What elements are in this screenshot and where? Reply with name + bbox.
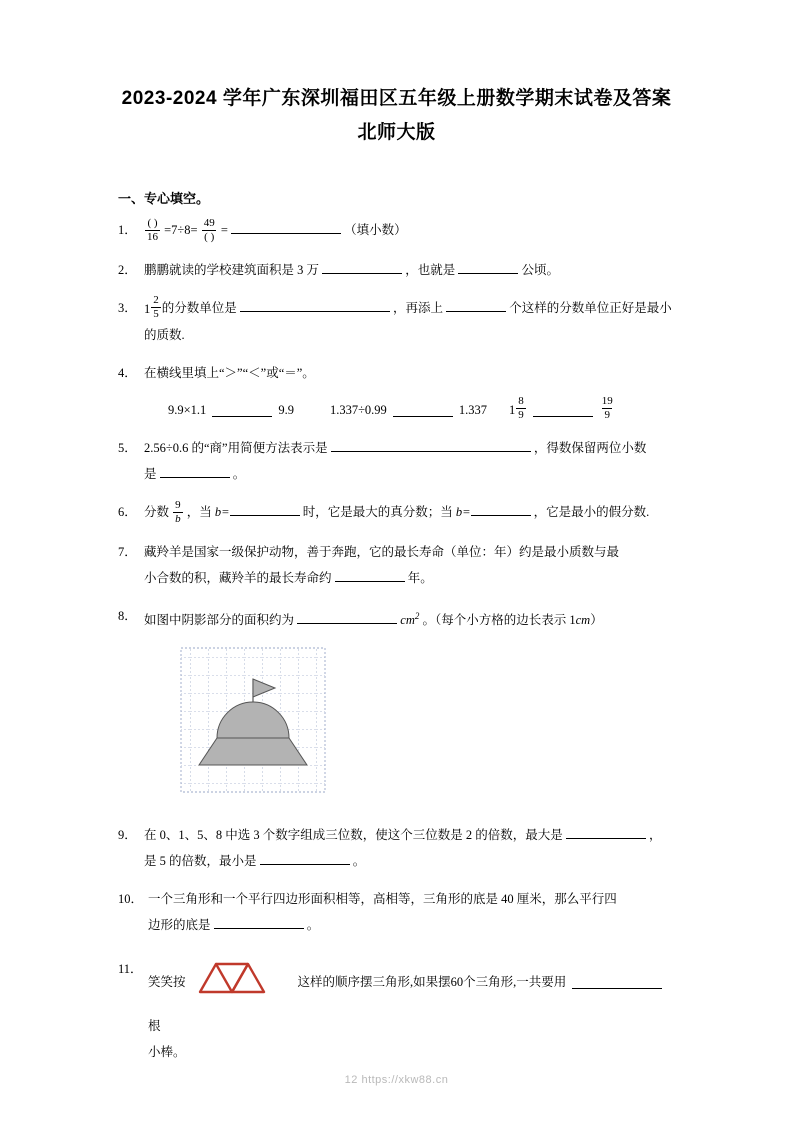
answer-blank[interactable] bbox=[331, 437, 531, 452]
question-number: 11． bbox=[118, 962, 143, 977]
variable-b-2: b= bbox=[455, 505, 471, 520]
question-number: 6． bbox=[118, 505, 137, 520]
question-2 bbox=[118, 257, 675, 283]
answer-blank[interactable] bbox=[212, 402, 272, 417]
compare-2-left: 1.337÷0.99 bbox=[329, 402, 387, 417]
question-number: 10． bbox=[118, 892, 144, 907]
answer-blank[interactable] bbox=[393, 402, 453, 417]
fraction: $\frac{8}{9}$ bbox=[518, 395, 524, 422]
question-4-text: 在横线里填上“＞”“＜”或“＝”。 bbox=[144, 366, 315, 381]
question-2-text-c: 公顷。 bbox=[521, 262, 560, 277]
question-number: 9． bbox=[118, 828, 137, 843]
answer-blank[interactable] bbox=[533, 402, 593, 417]
question-number: 4． bbox=[118, 366, 137, 381]
question-7-text-c: 年。 bbox=[407, 570, 433, 585]
question-6-text-b: ，当 bbox=[186, 505, 212, 520]
question-number: 7． bbox=[118, 544, 137, 559]
question-11-text-d: 小棒。 bbox=[148, 1045, 186, 1060]
answer-blank[interactable] bbox=[446, 297, 506, 312]
answer-blank[interactable] bbox=[471, 501, 531, 516]
question-5-text-c: 是 bbox=[144, 467, 157, 482]
answer-blank[interactable] bbox=[322, 259, 402, 274]
equation-1: =7÷8= bbox=[164, 223, 198, 237]
question-3-text-a: 的分数单位是 bbox=[161, 300, 237, 315]
fraction: $\frac{2}{5}$ bbox=[153, 294, 159, 321]
shaded-area-figure bbox=[144, 639, 675, 804]
answer-blank[interactable] bbox=[231, 219, 341, 234]
question-number: 1． bbox=[118, 223, 137, 237]
question-2-text-b: ，也就是 bbox=[405, 262, 456, 277]
variable-b-1: b= bbox=[214, 505, 230, 520]
question-10-text-c: 。 bbox=[306, 918, 320, 933]
question-1-tail: （填小数） bbox=[344, 223, 407, 237]
fraction-1: $\frac{( )}{16}$ bbox=[147, 216, 158, 243]
question-5-text-b: ，得数保留两位小数 bbox=[533, 441, 647, 456]
question-6-text-a: 分数 bbox=[144, 505, 170, 520]
answer-blank[interactable] bbox=[572, 974, 662, 989]
question-8 bbox=[118, 603, 675, 810]
fraction-2: $\frac{49}{( )}$ bbox=[203, 216, 215, 243]
question-6-text-d: ，它是最小的假分数. bbox=[533, 505, 650, 520]
question-10-text-a: 一个三角形和一个平行四边形面积相等，高相等，三角形的底是 40 厘米，那么平行四 bbox=[148, 892, 617, 907]
question-4 bbox=[118, 360, 675, 423]
question-3 bbox=[118, 295, 675, 349]
compare-2-right: 1.337 bbox=[458, 402, 487, 417]
question-8-text-a: 如图中阴影部分的面积约为 bbox=[144, 613, 295, 628]
question-3-text-b: ，再添上 bbox=[393, 300, 444, 315]
answer-blank[interactable] bbox=[458, 259, 518, 274]
section-heading-fill-in-blanks: 一、专心填空。 bbox=[118, 191, 210, 206]
question-6-text-c: 时，它是最大的真分数；当 bbox=[302, 505, 453, 520]
page-footer: 12 https://xkw88.cn bbox=[344, 1074, 449, 1086]
answer-blank[interactable] bbox=[335, 567, 405, 582]
question-number: 5． bbox=[118, 441, 137, 456]
question-11 bbox=[118, 956, 675, 1065]
question-10-text-b: 边形的底是 bbox=[148, 918, 211, 933]
question-9-text-a: 在 0、1、5、8 中选 3 个数字组成三位数，使这个三位数是 2 的倍数，最大是 bbox=[144, 828, 563, 843]
question-5-text-d: 。 bbox=[232, 467, 246, 482]
question-8-text-c: ） bbox=[590, 613, 603, 628]
question-1 bbox=[118, 217, 675, 245]
compare-1-right: 9.9 bbox=[278, 402, 294, 417]
question-9-text-d: 。 bbox=[352, 854, 366, 869]
answer-blank[interactable] bbox=[260, 850, 350, 865]
page-title: 2023-2024 学年广东深圳福田区五年级上册数学期末试卷及答案北师大版 bbox=[121, 88, 672, 143]
compare-1-left: 9.9×1.1 bbox=[168, 402, 207, 417]
equation-2: = bbox=[220, 223, 228, 237]
answer-blank[interactable] bbox=[240, 297, 390, 312]
compare-3-left: 1 $\frac{8}{9}$ bbox=[508, 395, 524, 422]
answer-blank[interactable] bbox=[297, 609, 397, 624]
grid-shape-diagram bbox=[172, 639, 352, 795]
question-10 bbox=[118, 886, 675, 938]
answer-blank[interactable] bbox=[214, 914, 304, 929]
mixed-number: 1 $\frac{2}{5}$ bbox=[144, 294, 159, 321]
question-number: 3． bbox=[118, 300, 137, 315]
question-8-text-b: 。（每个小方格的边长表示 1 bbox=[422, 613, 576, 628]
question-5-text-a: 2.56÷0.6 的“商”用简便方法表示是 bbox=[144, 441, 328, 456]
question-11-text-a: 笑笑按 bbox=[148, 974, 186, 989]
question-7 bbox=[118, 539, 675, 591]
fraction: $\frac{9}{b}$ bbox=[175, 498, 181, 525]
unit-cm-squared: $cm^2$ bbox=[400, 610, 420, 628]
question-9-text-c: 是 5 的倍数，最小是 bbox=[144, 854, 257, 869]
question-5 bbox=[118, 435, 675, 487]
question-9-text-b: ， bbox=[649, 828, 662, 843]
question-3-text-d: 的质数. bbox=[144, 328, 185, 343]
question-7-text-b: 小合数的积，藏羚羊的最长寿命约 bbox=[144, 570, 332, 585]
answer-blank[interactable] bbox=[230, 501, 300, 516]
question-2-text-a: 鹏鹏就读的学校建筑面积是 3 万 bbox=[144, 262, 320, 277]
question-number: 2． bbox=[118, 262, 137, 277]
triangle-pattern-diagram bbox=[196, 956, 288, 998]
unit-cm: cm bbox=[575, 613, 591, 628]
compare-3-right: $\frac{19}{9}$ bbox=[601, 395, 613, 422]
answer-blank[interactable] bbox=[160, 463, 230, 478]
triangle-sticks-figure bbox=[196, 956, 288, 1007]
question-11-text-c: 根 bbox=[148, 1019, 161, 1034]
question-7-text-a: 藏羚羊是国家一级保护动物，善于奔跑，它的最长寿命（单位：年）约是最小质数与最 bbox=[144, 544, 620, 559]
question-11-text-b: 这样的顺序摆三角形,如果摆60个三角形,一共要用 bbox=[297, 974, 567, 989]
answer-blank[interactable] bbox=[566, 824, 646, 839]
question-6 bbox=[118, 499, 675, 527]
question-number: 8． bbox=[118, 608, 137, 623]
question-4-comparisons bbox=[144, 396, 675, 423]
question-3-text-c: 个这样的分数单位正好是最小 bbox=[509, 300, 672, 315]
question-9 bbox=[118, 822, 675, 874]
